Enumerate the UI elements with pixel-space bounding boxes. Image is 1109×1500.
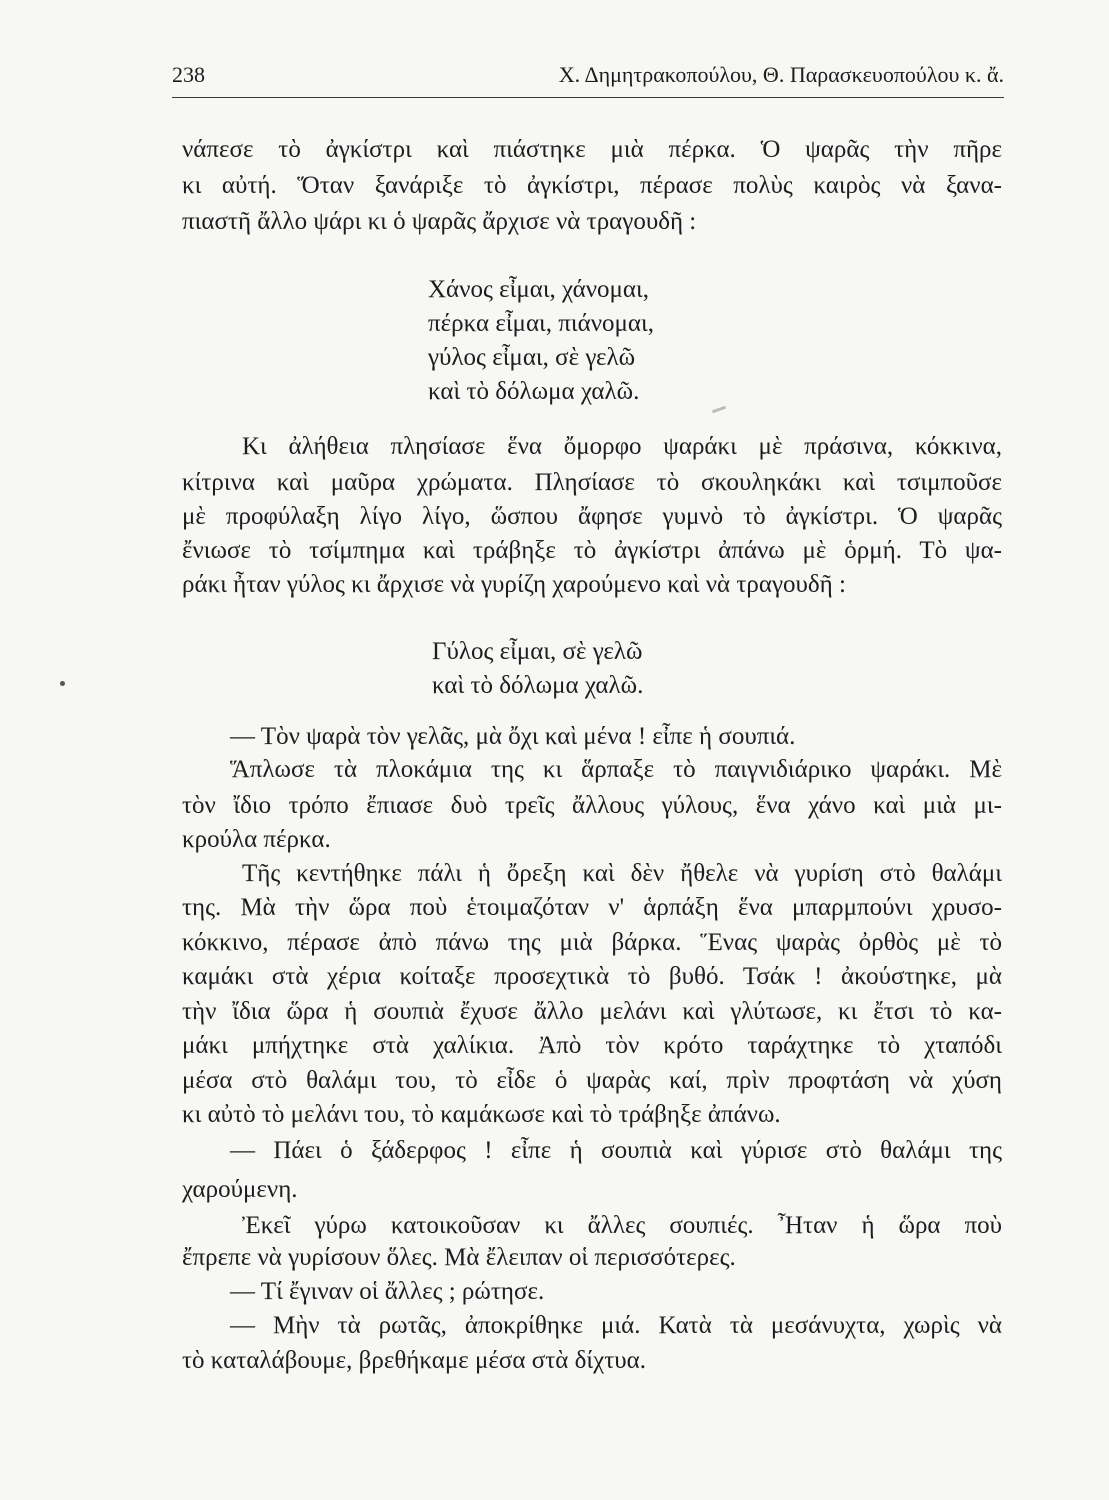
- text-line: πιαστῆ ἄλλο ψάρι κι ὁ ψαρᾶς ἄρχισε νὰ τραγουδῆ :: [182, 208, 697, 235]
- header-rule: [172, 97, 1004, 98]
- verse-line: γύλος εἶμαι, σὲ γελῶ: [428, 344, 636, 371]
- dialogue-line: — Πάει ὁ ξάδερφος ! εἶπε ἡ σουπιὰ καὶ γύρισε στὸ θαλάμι της: [230, 1137, 1002, 1164]
- text-line: της. Μὰ τὴν ὥρα ποὺ ἑτοιμαζόταν ν' ἁρπάξη ἕνα μπαρμπούνι χρυσο-: [182, 894, 1002, 921]
- page-number: 238: [172, 62, 205, 87]
- text-line: μέσα στὸ θαλάμι του, τὸ εἶδε ὁ ψαρὰς καί, πρὶν προφτάση νὰ χύση: [182, 1067, 1002, 1094]
- text-line: τὸν ἴδιο τρόπο ἔπιασε δυὸ τρεῖς ἄλλους γύλους, ἕνα χάνο καὶ μιὰ μι-: [182, 792, 1002, 819]
- dialogue-line: — Τὸν ψαρὰ τὸν γελᾶς, μὰ ὄχι καὶ μένα ! εἶπε ἡ σουπιά.: [230, 723, 796, 750]
- verse-line: καὶ τὸ δόλωμα χαλῶ.: [428, 378, 640, 405]
- text-line: κόκκινο, πέρασε ἀπὸ πάνω της μιὰ βάρκα. Ἕνας ψαρὰς ὀρθὸς μὲ τὸ: [182, 929, 1002, 956]
- text-line: τὴν ἴδια ὥρα ἡ σουπιὰ ἔχυσε ἄλλο μελάνι καὶ γλύτωσε, κι ἔτσι τὸ κα-: [182, 998, 1002, 1025]
- verse-line: Γύλος εἶμαι, σὲ γελῶ: [432, 638, 643, 665]
- verse-line: Χάνος εἶμαι, χάνομαι,: [428, 276, 649, 303]
- text-line: Κι ἀλήθεια πλησίασε ἕνα ὄμορφο ψαράκι μὲ πράσινα, κόκκινα,: [242, 433, 1002, 460]
- scan-speck: [60, 681, 65, 686]
- text-line: ράκι ἦταν γύλος κι ἄρχισε νὰ γυρίζη χαρούμενο καὶ νὰ τραγουδῆ :: [182, 571, 846, 598]
- text-line: ἔνιωσε τὸ τσίμπημα καὶ τράβηξε τὸ ἀγκίστρι ἀπάνω μὲ ὁρμή. Τὸ ψα-: [182, 537, 1002, 564]
- text-line: κι αὐτὸ τὸ μελάνι του, τὸ καμάκωσε καὶ τὸ τράβηξε ἀπάνω.: [182, 1101, 781, 1128]
- text-line: κίτρινα καὶ μαῦρα χρώματα. Πλησίασε τὸ σκουληκάκι καὶ τσιμποῦσε: [182, 469, 1002, 496]
- dialogue-line: — Τί ἔγιναν οἱ ἄλλες ; ρώτησε.: [230, 1278, 545, 1305]
- text-line: ἔπρεπε νὰ γυρίσουν ὅλες. Μὰ ἔλειπαν οἱ περισσότερες.: [182, 1244, 736, 1271]
- text-line: μὲ προφύλαξη λίγο λίγο, ὥσπου ἄφησε γυμνὸ τὸ ἀγκίστρι. Ὁ ψαρᾶς: [182, 503, 1002, 530]
- running-title: Χ. Δημητρακοπούλου, Θ. Παρασκευοπούλου κ. ἄ.: [558, 62, 1004, 87]
- text-line: κι αὐτή. Ὅταν ξανάριξε τὸ ἀγκίστρι, πέρασε πολὺς καιρὸς νὰ ξανα-: [182, 172, 1002, 199]
- text-line: νάπεσε τὸ ἀγκίστρι καὶ πιάστηκε μιὰ πέρκα. Ὁ ψαρᾶς τὴν πῆρε: [182, 136, 1002, 163]
- verse-line: πέρκα εἶμαι, πιάνομαι,: [428, 310, 655, 337]
- dialogue-line: — Μὴν τὰ ρωτᾶς, ἀποκρίθηκε μιά. Κατὰ τὰ μεσάνυχτα, χωρὶς νὰ: [230, 1312, 1002, 1339]
- text-line: Ἐκεῖ γύρω κατοικοῦσαν κι ἄλλες σουπιές. Ἦταν ἡ ὥρα ποὺ: [242, 1212, 1002, 1239]
- dialogue-line: χαρούμενη.: [182, 1176, 298, 1203]
- text-line: καμάκι στὰ χέρια κοίταξε προσεχτικὰ τὸ βυθό. Τσάκ ! ἀκούστηκε, μὰ: [182, 963, 1002, 990]
- dialogue-line: τὸ καταλάβουμε, βρεθήκαμε μέσα στὰ δίχτυα.: [182, 1347, 646, 1374]
- text-line: Ἅπλωσε τὰ πλοκάμια της κι ἅρπαξε τὸ παιγνιδιάρικο ψαράκι. Μὲ: [230, 756, 1002, 783]
- text-line: μάκι μπήχτηκε στὰ χαλίκια. Ἀπὸ τὸν κρότο ταράχτηκε τὸ χταπόδι: [182, 1032, 1002, 1059]
- text-line: Τῆς κεντήθηκε πάλι ἡ ὄρεξη καὶ δὲν ἤθελε νὰ γυρίση στὸ θαλάμι: [242, 860, 1002, 887]
- verse-line: καὶ τὸ δόλωμα χαλῶ.: [432, 672, 644, 699]
- text-line: κρούλα πέρκα.: [182, 826, 331, 853]
